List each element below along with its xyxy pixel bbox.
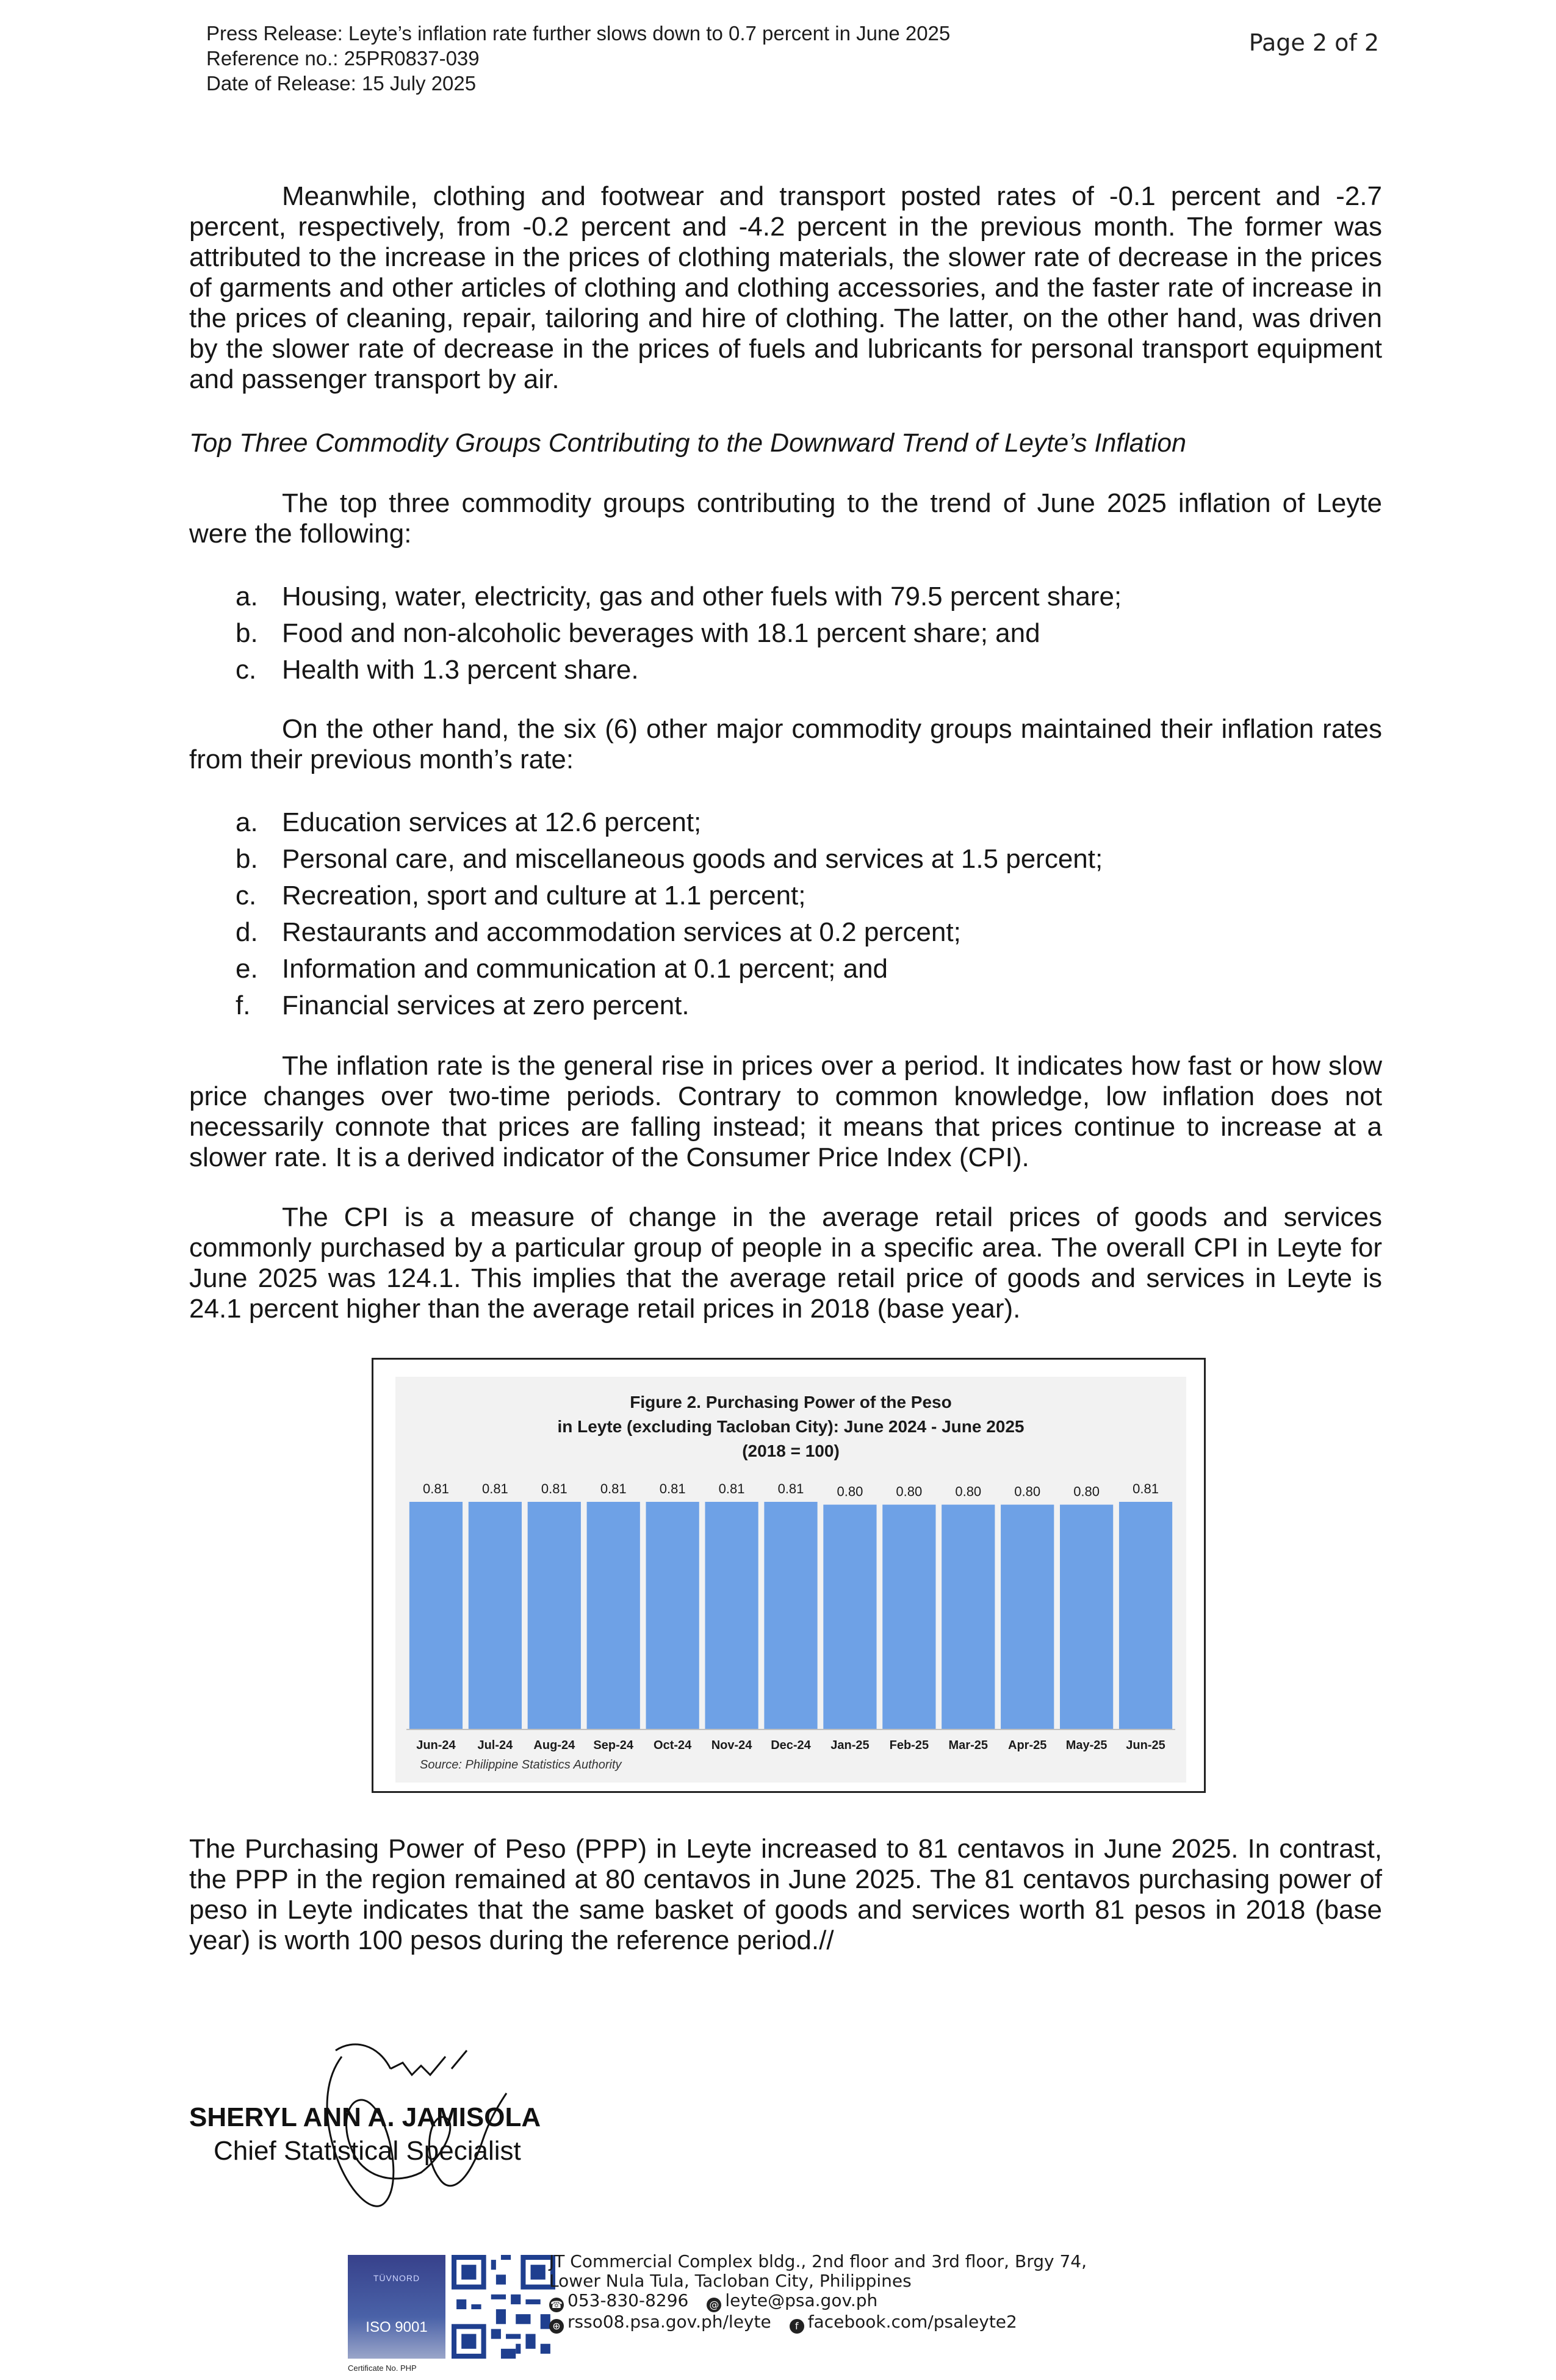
- reference-number: Reference no.: 25PR0837-039: [206, 47, 480, 70]
- bar-nov-24: [705, 1502, 758, 1729]
- page-number: Page 2 of 2: [1248, 29, 1379, 56]
- data-label: 0.80: [1073, 1484, 1100, 1499]
- bar-sep-24: [587, 1502, 640, 1729]
- x-tick-label: Mar-25: [948, 1739, 989, 1752]
- data-label: 0.81: [659, 1481, 686, 1496]
- top-three-list: [236, 579, 1122, 688]
- x-tick-label: Jul-24: [477, 1739, 513, 1752]
- x-tick-label: Nov-24: [711, 1739, 752, 1752]
- top-three-item: [236, 652, 1122, 688]
- x-tick-label: Jan-25: [830, 1739, 870, 1752]
- certificate-number: Certificate No. PHP: [348, 2364, 417, 2373]
- phone-number: 053-830-8296: [567, 2290, 689, 2310]
- iso-certification-badge: [348, 2255, 445, 2359]
- paragraph-top-three: The top three commodity groups contributing to the trend of June 2025 inflation of Leyte were the following:: [189, 488, 1382, 549]
- email-address[interactable]: leyte@psa.gov.ph: [725, 2290, 878, 2310]
- list-text: Information and communication at 0.1 percent; and: [282, 954, 888, 984]
- x-tick-label: Aug-24: [533, 1739, 575, 1752]
- contact-row-1: [549, 2291, 1087, 2312]
- bar-jul-24: [469, 1502, 522, 1729]
- list-marker: c.: [236, 881, 257, 911]
- data-label: 0.80: [896, 1484, 923, 1499]
- signatory-name: SHERYL ANN A. JAMISOLA: [189, 2102, 541, 2132]
- list-text: Personal care, and miscellaneous goods and services at 1.5 percent;: [282, 844, 1103, 874]
- bar-jan-25: [823, 1505, 876, 1729]
- signatory-title: Chief Statistical Specialist: [214, 2136, 521, 2166]
- data-label: 0.80: [1014, 1484, 1041, 1499]
- x-tick-label: Jun-24: [416, 1739, 456, 1752]
- list-marker: e.: [236, 954, 258, 984]
- chart-plot-area: [395, 1377, 1186, 1783]
- top-three-item: [236, 579, 1122, 615]
- list-text: Financial services at zero percent.: [282, 990, 690, 1020]
- chart-base-note: (2018 = 100): [742, 1441, 840, 1460]
- figure-2-chart: [372, 1358, 1206, 1793]
- data-label: 0.81: [777, 1481, 804, 1496]
- paragraph-cpi: The CPI is a measure of change in the average retail prices of goods and services commonly purchased by a particular group of people in a specific area. The overall CPI in Leyte for June 2025 was 124.1. This implies that the average retail price of goods and services in Leyte is 24.1 percent higher than the average retail prices in 2018 (base year).: [189, 1202, 1382, 1324]
- data-label: 0.80: [955, 1484, 982, 1499]
- email-item: [707, 2291, 877, 2312]
- data-label: 0.81: [718, 1481, 745, 1496]
- list-marker: d.: [236, 917, 258, 947]
- x-tick-label: Dec-24: [771, 1739, 811, 1752]
- six-groups-item: [236, 914, 1103, 951]
- website-item: [549, 2312, 771, 2334]
- paragraph-clothing-transport: Meanwhile, clothing and footwear and transport posted rates of -0.1 percent and -2.7 percent, respectively, from -0.2 percent and -4.2 percent in the previous month. The former was attributed to the increase in the prices of clothing materials, the slower rate of decrease in the prices of garments and other articles of clothing and clothing accessories, and the faster rate of increase in the prices of cleaning, repair, tailoring and hire of clothing. The latter, on the other hand, was driven by the slower rate of decrease in the prices of fuels and lubricants for personal transport equipment and passenger transport by air.: [189, 181, 1382, 394]
- release-title: Press Release: Leyte’s inflation rate further slows down to 0.7 percent in June 2025: [206, 22, 951, 45]
- x-tick-label: Apr-25: [1008, 1739, 1047, 1752]
- x-tick-label: Sep-24: [593, 1739, 634, 1752]
- six-groups-item: [236, 987, 1103, 1024]
- bar-aug-24: [528, 1502, 581, 1729]
- data-label: 0.81: [423, 1481, 449, 1496]
- data-label: 0.81: [541, 1481, 567, 1496]
- address-line-1: JT Commercial Complex bldg., 2nd floor and 3rd floor, Brgy 74,: [549, 2251, 1087, 2271]
- x-tick-label: Feb-25: [889, 1739, 929, 1752]
- x-tick-label: May-25: [1065, 1739, 1108, 1752]
- footer: [348, 2252, 1202, 2374]
- data-label: 0.80: [837, 1484, 863, 1499]
- bar-apr-25: [1001, 1505, 1054, 1729]
- data-label: 0.81: [600, 1481, 627, 1496]
- paragraph-inflation-definition: The inflation rate is the general rise in prices over a period. It indicates how fast or how slow price changes over two-time periods. Contrary to common knowledge, low inflation does not necessarily connote that prices are falling instead; it means that prices continue to increase at a slower rate. It is a derived indicator of the Consumer Price Index (CPI).: [189, 1051, 1382, 1172]
- data-label: 0.81: [481, 1481, 508, 1496]
- bar-jun-24: [409, 1502, 463, 1729]
- chart-subtitle: in Leyte (excluding Tacloban City): June 2024 - June 2025: [557, 1417, 1025, 1436]
- top-three-item: [236, 615, 1122, 652]
- paragraph-six-groups: On the other hand, the six (6) other major commodity groups maintained their inflation rates from their previous month’s rate:: [189, 714, 1382, 774]
- email-icon: @: [707, 2298, 721, 2312]
- six-groups-item: [236, 878, 1103, 914]
- chart-source: Source: Philippine Statistics Authority: [420, 1758, 622, 1772]
- six-groups-item: [236, 804, 1103, 841]
- list-text: Recreation, sport and culture at 1.1 percent;: [282, 881, 806, 911]
- section-subheading: Top Three Commodity Groups Contributing to the Downward Trend of Leyte’s Inflation: [189, 428, 1187, 458]
- phone-icon: ☎: [549, 2298, 564, 2312]
- list-marker: b.: [236, 844, 258, 874]
- list-marker: c.: [236, 655, 257, 685]
- facebook-icon: f: [790, 2319, 804, 2334]
- qr-code-icon: [452, 2255, 555, 2359]
- list-text: Housing, water, electricity, gas and other fuels with 79.5 percent share;: [282, 582, 1122, 611]
- bar-oct-24: [646, 1502, 699, 1729]
- data-label: 0.81: [1133, 1481, 1159, 1496]
- iso-label: ISO 9001: [366, 2319, 428, 2335]
- address-line-2: Lower Nula Tula, Tacloban City, Philippines: [549, 2271, 912, 2291]
- phone-item: [549, 2291, 688, 2312]
- chart-bars-svg: [395, 1377, 1186, 1783]
- release-header: [206, 21, 950, 96]
- list-marker: b.: [236, 618, 258, 648]
- list-text: Health with 1.3 percent share.: [282, 655, 639, 685]
- website-link[interactable]: rsso08.psa.gov.ph/leyte: [567, 2312, 771, 2332]
- six-groups-item: [236, 841, 1103, 878]
- contact-block: [549, 2252, 1087, 2334]
- chart-title: Figure 2. Purchasing Power of the Peso: [630, 1393, 952, 1412]
- list-text: Food and non-alcoholic beverages with 18.1 percent share; and: [282, 618, 1040, 648]
- bar-jun-25: [1119, 1502, 1172, 1729]
- contact-row-2: [549, 2312, 1087, 2334]
- list-marker: f.: [236, 990, 251, 1020]
- bar-may-25: [1060, 1505, 1113, 1729]
- bar-mar-25: [942, 1505, 995, 1729]
- list-text: Restaurants and accommodation services at 0.2 percent;: [282, 917, 961, 947]
- list-text: Education services at 12.6 percent;: [282, 807, 702, 837]
- iso-certifier-label: TÜVNORD: [373, 2273, 420, 2283]
- list-marker: a.: [236, 807, 258, 837]
- six-groups-item: [236, 951, 1103, 987]
- x-tick-label: Jun-25: [1126, 1739, 1165, 1752]
- x-tick-label: Oct-24: [654, 1739, 692, 1752]
- paragraph-ppp: The Purchasing Power of Peso (PPP) in Leyte increased to 81 centavos in June 2025. In contrast, the PPP in the region remained at 80 centavos in June 2025. The 81 centavos purchasing power of peso in Leyte indicates that the same basket of goods and services worth 81 pesos in 2018 (base year) is worth 100 pesos during the reference period.//: [189, 1834, 1382, 1955]
- six-groups-list: [236, 804, 1103, 1024]
- list-marker: a.: [236, 582, 258, 611]
- facebook-item: [790, 2312, 1017, 2334]
- release-date: Date of Release: 15 July 2025: [206, 72, 477, 95]
- bar-feb-25: [882, 1505, 935, 1729]
- bar-dec-24: [764, 1502, 817, 1729]
- facebook-link[interactable]: facebook.com/psaleyte2: [807, 2312, 1017, 2332]
- globe-icon: ⊕: [549, 2319, 564, 2334]
